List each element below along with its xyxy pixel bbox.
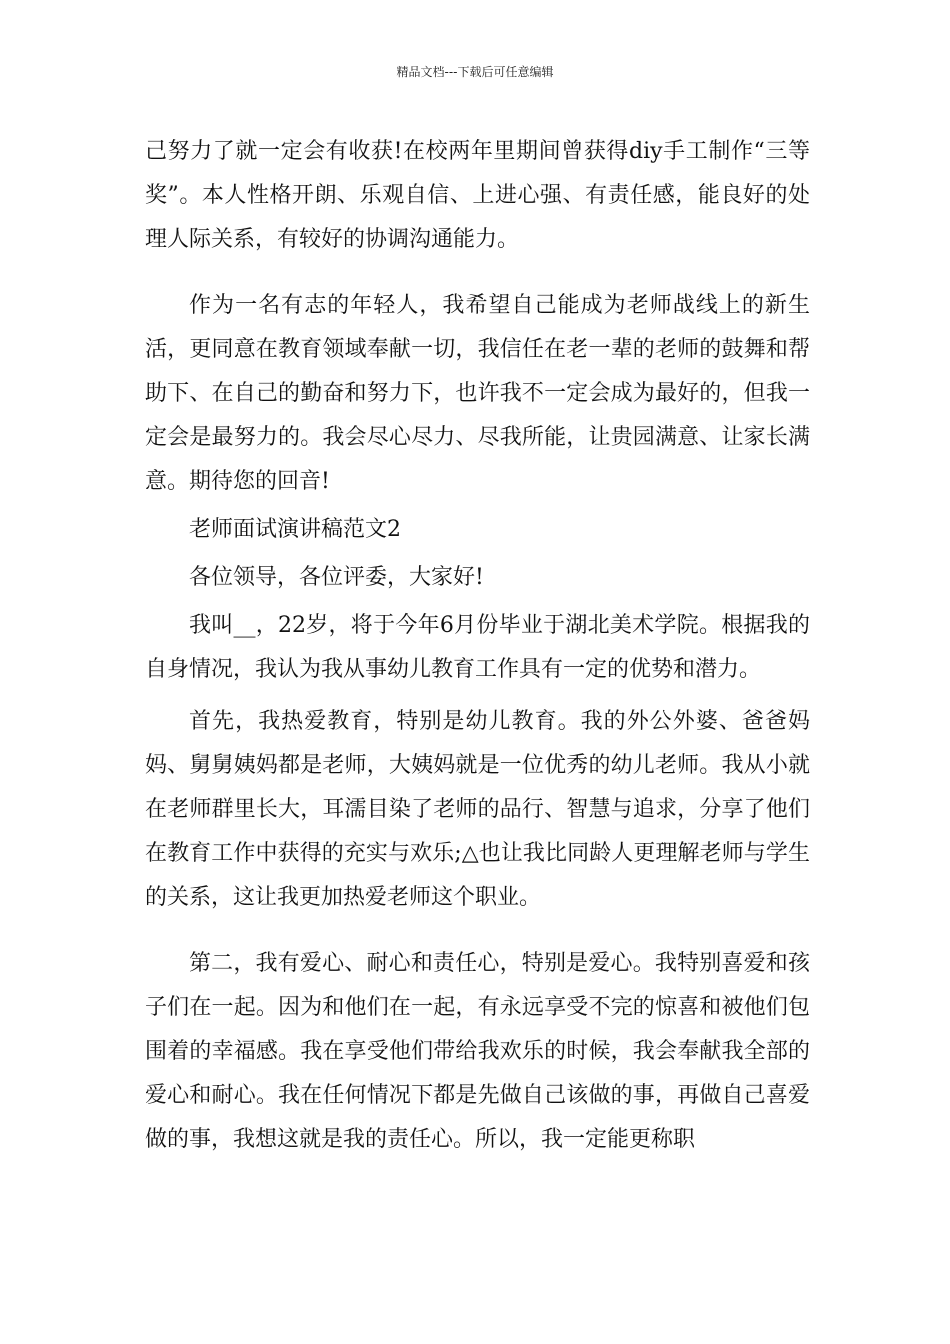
paragraph-first-point: 首先，我热爱教育，特别是幼儿教育。我的外公外婆、爸爸妈妈、舅舅姨妈都是老师，大姨妈就是一位优秀的幼儿老师。我从小就在老师群里长大，耳濡目染了老师的品行、智慧与追求，分享了他们在教育工作中获得的充实与欢乐;△也让我比同龄人更理解老师与学生的关系，这让我更加热爱老师这个职业。 [145, 709, 810, 910]
paragraph-introduction: 我叫__，22岁，将于今年6月份毕业于湖北美术学院。根据我的自身情况，我认为我从事幼儿教育工作具有一定的优势和潜力。 [145, 613, 810, 682]
document-body [145, 130, 810, 1162]
section-title: 老师面试演讲稿范文2 [189, 517, 401, 542]
greeting: 各位领导，各位评委，大家好! [189, 565, 484, 590]
page-header: 精品文档---下载后可任意编辑 [396, 65, 554, 79]
paragraph-continuation: 己努力了就一定会有收获!在校两年里期间曾获得diy手工制作“三等奖”。本人性格开朗、乐观自信、上进心强、有责任感，能良好的处理人际关系，有较好的协调沟通能力。 [145, 139, 810, 252]
paragraph-aspiration: 作为一名有志的年轻人，我希望自己能成为老师战线上的新生活，更同意在教育领域奉献一切，我信任在老一辈的老师的鼓舞和帮助下、在自己的勤奋和努力下，也许我不一定会成为最好的，但我一定会是最努力的。我会尽心尽力、尽我所能，让贵园满意、让家长满意。期待您的回音! [145, 293, 810, 494]
paragraph-second-point: 第二，我有爱心、耐心和责任心，特别是爱心。我特别喜爱和孩子们在一起。因为和他们在一起，有永远享受不完的惊喜和被他们包围着的幸福感。我在享受他们带给我欢乐的时候，我会奉献我全部的爱心和耐心。我在任何情况下都是先做自己该做的事，再做自己喜爱做的事，我想这就是我的责任心。所以，我一定能更称职 [145, 951, 810, 1152]
